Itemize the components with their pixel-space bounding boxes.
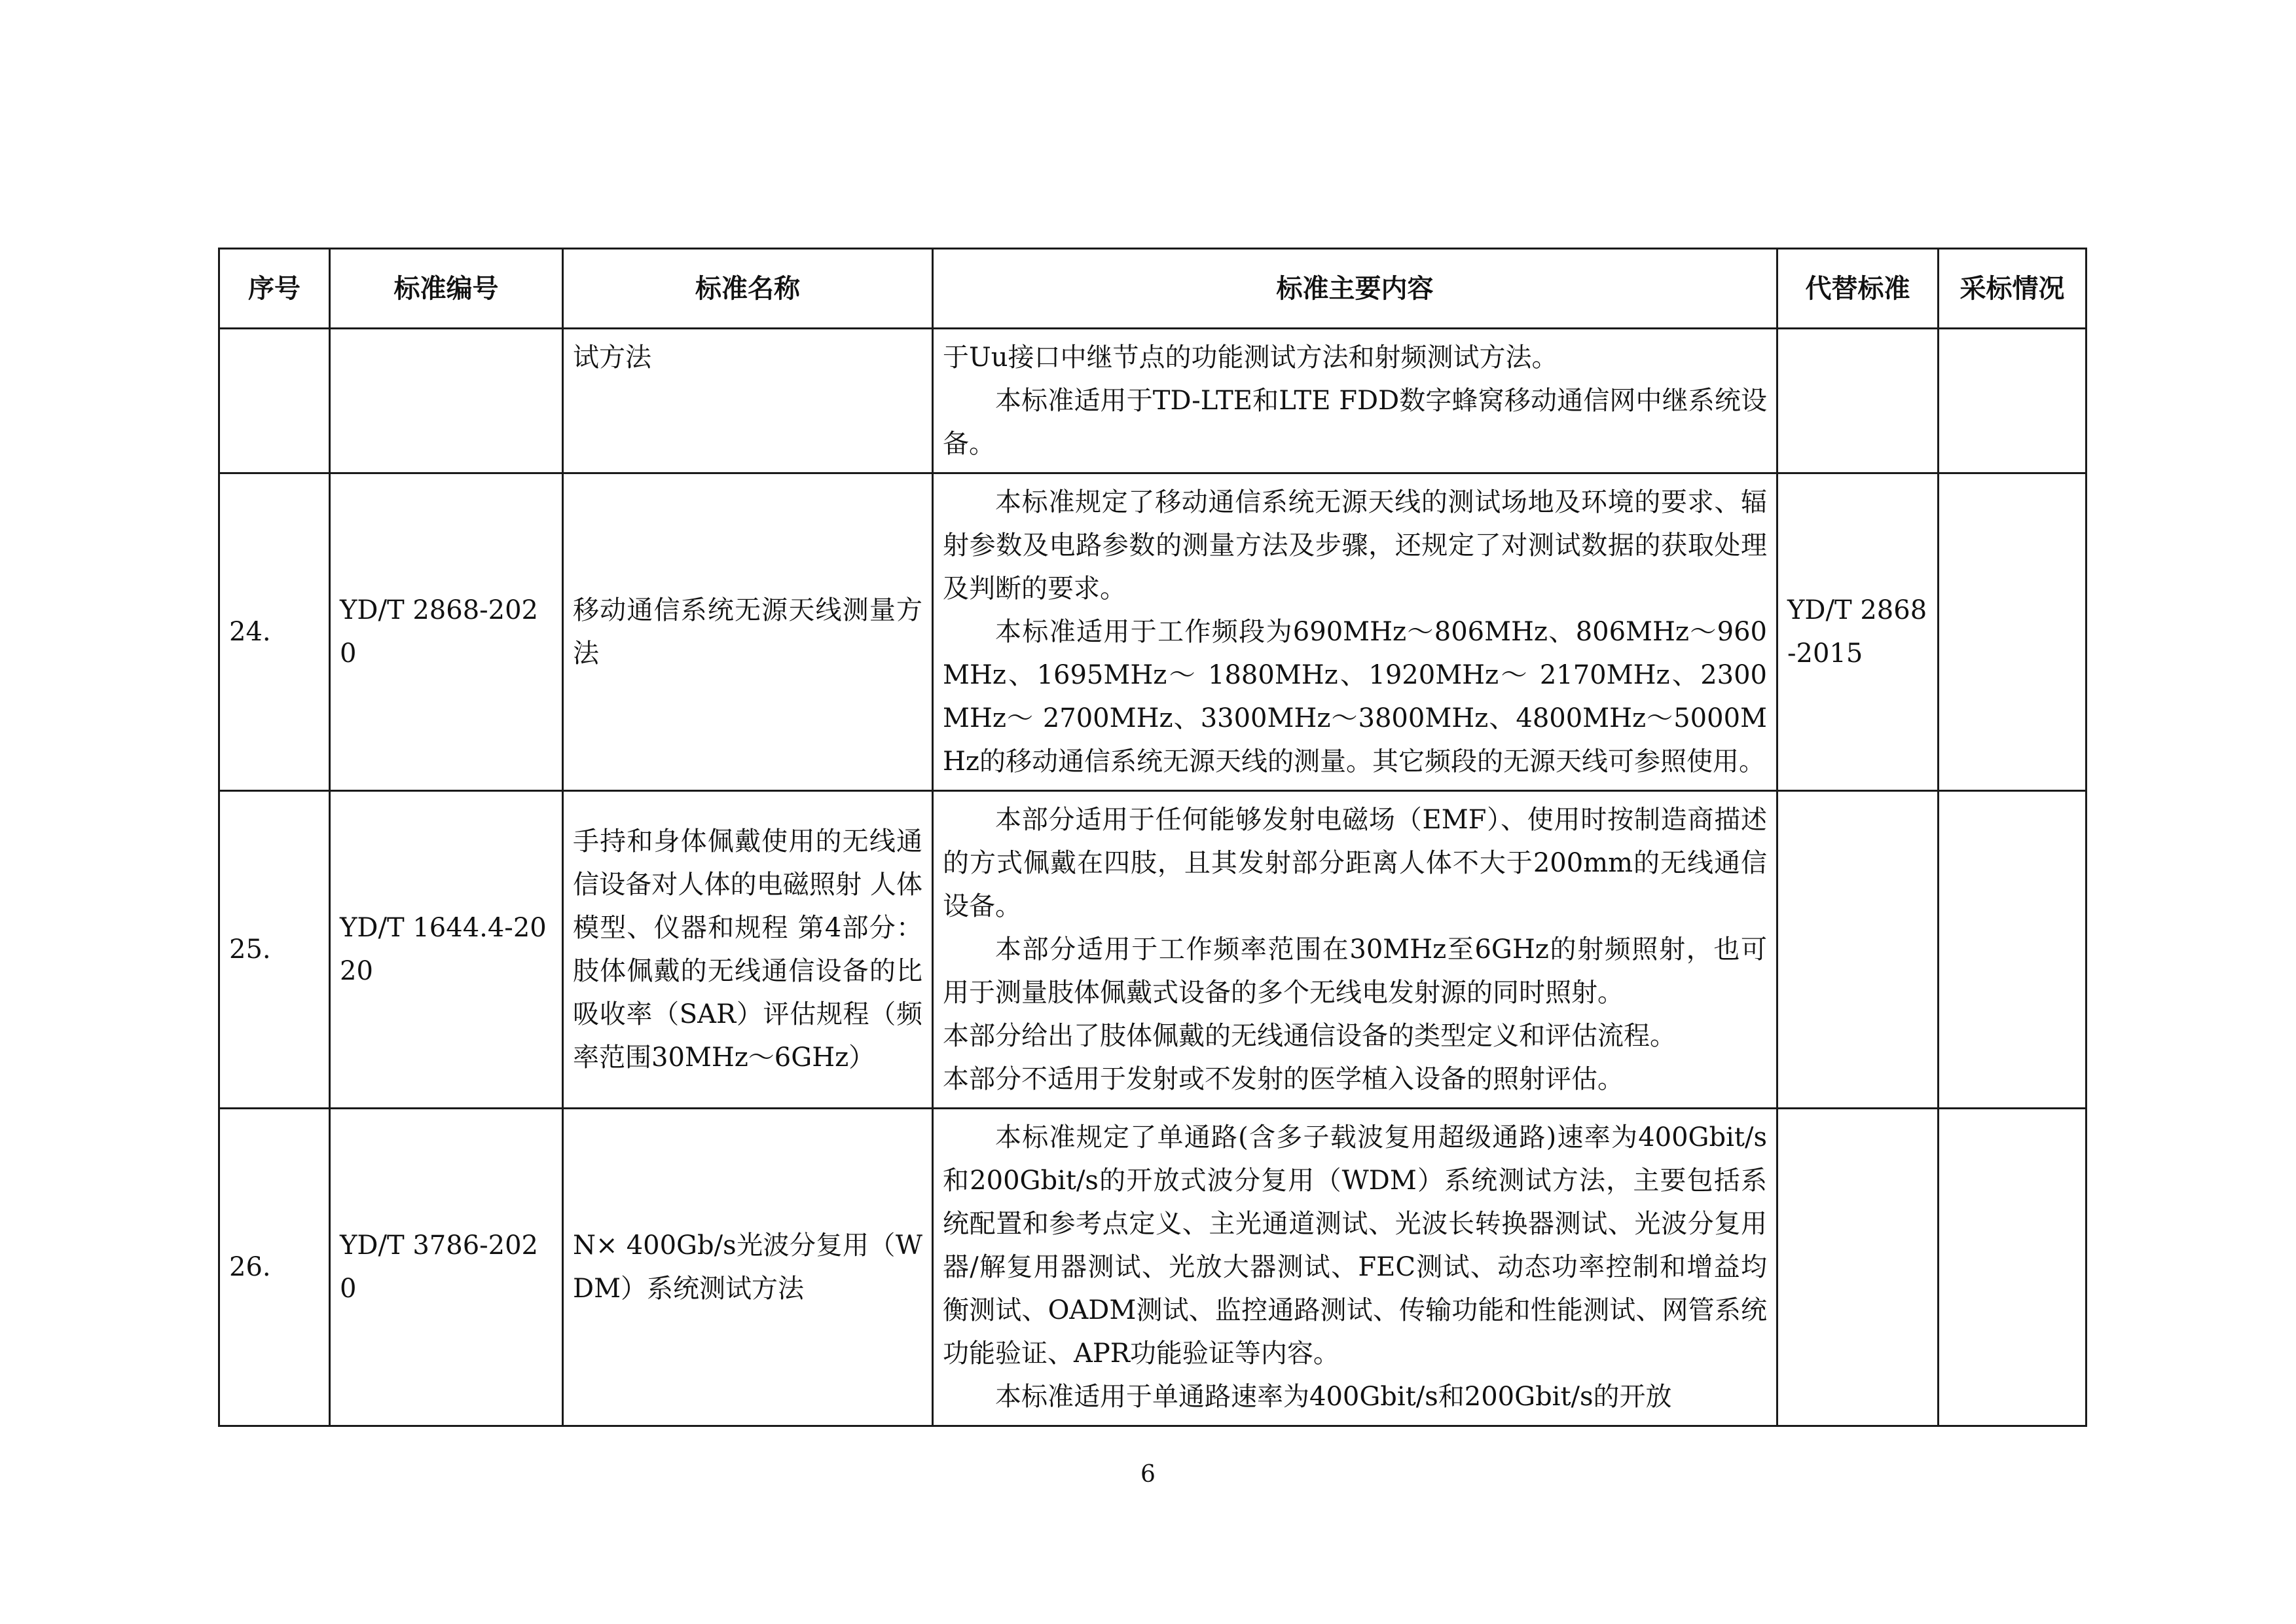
table-header-row <box>219 249 2086 329</box>
row-replace <box>1777 329 1939 473</box>
row-content <box>933 1109 1777 1426</box>
header-replace: 代替标准 <box>1777 249 1939 329</box>
row-adopt <box>1939 329 2086 473</box>
row-code <box>330 329 563 473</box>
row-content <box>933 791 1777 1109</box>
content-paragraph: 本部分给出了肢体佩戴的无线通信设备的类型定义和评估流程。 <box>943 1021 1676 1051</box>
row-no: 25. <box>219 791 330 1109</box>
header-content: 标准主要内容 <box>933 249 1777 329</box>
table-row <box>219 329 2086 473</box>
row-name: N× 400Gb/s光波分复用（WDM）系统测试方法 <box>563 1109 933 1426</box>
content-paragraph: 本标准适用于工作频段为690MHz～806MHz、806MHz～960MHz、1695MHz～ 1880MHz、1920MHz～ 2170MHz、2300MHz～ 2700MHz、3300MHz～3800MHz、4800MHz～5000MHz的移动通信系统无源天线的测量。其它频段的无源天线可参照使用。 <box>943 617 1767 777</box>
header-name: 标准名称 <box>563 249 933 329</box>
row-adopt <box>1939 1109 2086 1426</box>
row-no: 24. <box>219 473 330 791</box>
header-no: 序号 <box>219 249 330 329</box>
row-adopt <box>1939 473 2086 791</box>
content-paragraph: 于Uu接口中继节点的功能测试方法和射频测试方法。 <box>943 342 1558 373</box>
row-name: 手持和身体佩戴使用的无线通信设备对人体的电磁照射 人体模型、仪器和规程 第4部分：肢体佩戴的无线通信设备的比吸收率（SAR）评估规程（频率范围30MHz～6GHz） <box>563 791 933 1109</box>
table-row <box>219 791 2086 1109</box>
content-paragraph: 本标准规定了移动通信系统无源天线的测试场地及环境的要求、辐射参数及电路参数的测量方法及步骤，还规定了对测试数据的获取处理及判断的要求。 <box>943 487 1767 604</box>
header-code: 标准编号 <box>330 249 563 329</box>
header-adopt: 采标情况 <box>1939 249 2086 329</box>
content-paragraph: 本部分不适用于发射或不发射的医学植入设备的照射评估。 <box>943 1064 1624 1094</box>
row-code: YD/T 3786-2020 <box>330 1109 563 1426</box>
row-no <box>219 329 330 473</box>
row-name: 移动通信系统无源天线测量方法 <box>563 473 933 791</box>
row-no: 26. <box>219 1109 330 1426</box>
row-code: YD/T 2868-2020 <box>330 473 563 791</box>
row-content <box>933 473 1777 791</box>
row-name: 试方法 <box>563 329 933 473</box>
content-paragraph: 本部分适用于任何能够发射电磁场（EMF）、使用时按制造商描述的方式佩戴在四肢，且其发射部分距离人体不大于200mm的无线通信设备。 <box>943 805 1767 921</box>
row-replace <box>1777 791 1939 1109</box>
row-code: YD/T 1644.4-2020 <box>330 791 563 1109</box>
content-paragraph: 本标准适用于单通路速率为400Gbit/s和200Gbit/s的开放 <box>995 1382 1672 1412</box>
row-adopt <box>1939 791 2086 1109</box>
content-paragraph: 本标准适用于TD-LTE和LTE FDD数字蜂窝移动通信网中继系统设备。 <box>943 386 1767 459</box>
row-replace <box>1777 1109 1939 1426</box>
content-paragraph: 本部分适用于工作频率范围在30MHz至6GHz的射频照射，也可用于测量肢体佩戴式设备的多个无线电发射源的同时照射。 <box>943 934 1767 1008</box>
content-paragraph: 本标准规定了单通路(含多子载波复用超级通路)速率为400Gbit/s和200Gbit/s的开放式波分复用（WDM）系统测试方法，主要包括系统配置和参考点定义、主光通道测试、光波长转换器测试、光波分复用器/解复用器测试、光放大器测试、FEC测试、动态功率控制和增益均衡测试、OADM测试、监控通路测试、传输功能和性能测试、网管系统功能验证、APR功能验证等内容。 <box>943 1122 1767 1369</box>
standards-table <box>218 248 2087 1427</box>
table-row <box>219 473 2086 791</box>
table-row <box>219 1109 2086 1426</box>
row-content <box>933 329 1777 473</box>
row-replace: YD/T 2868-2015 <box>1777 473 1939 791</box>
page-number: 6 <box>1140 1461 1156 1488</box>
